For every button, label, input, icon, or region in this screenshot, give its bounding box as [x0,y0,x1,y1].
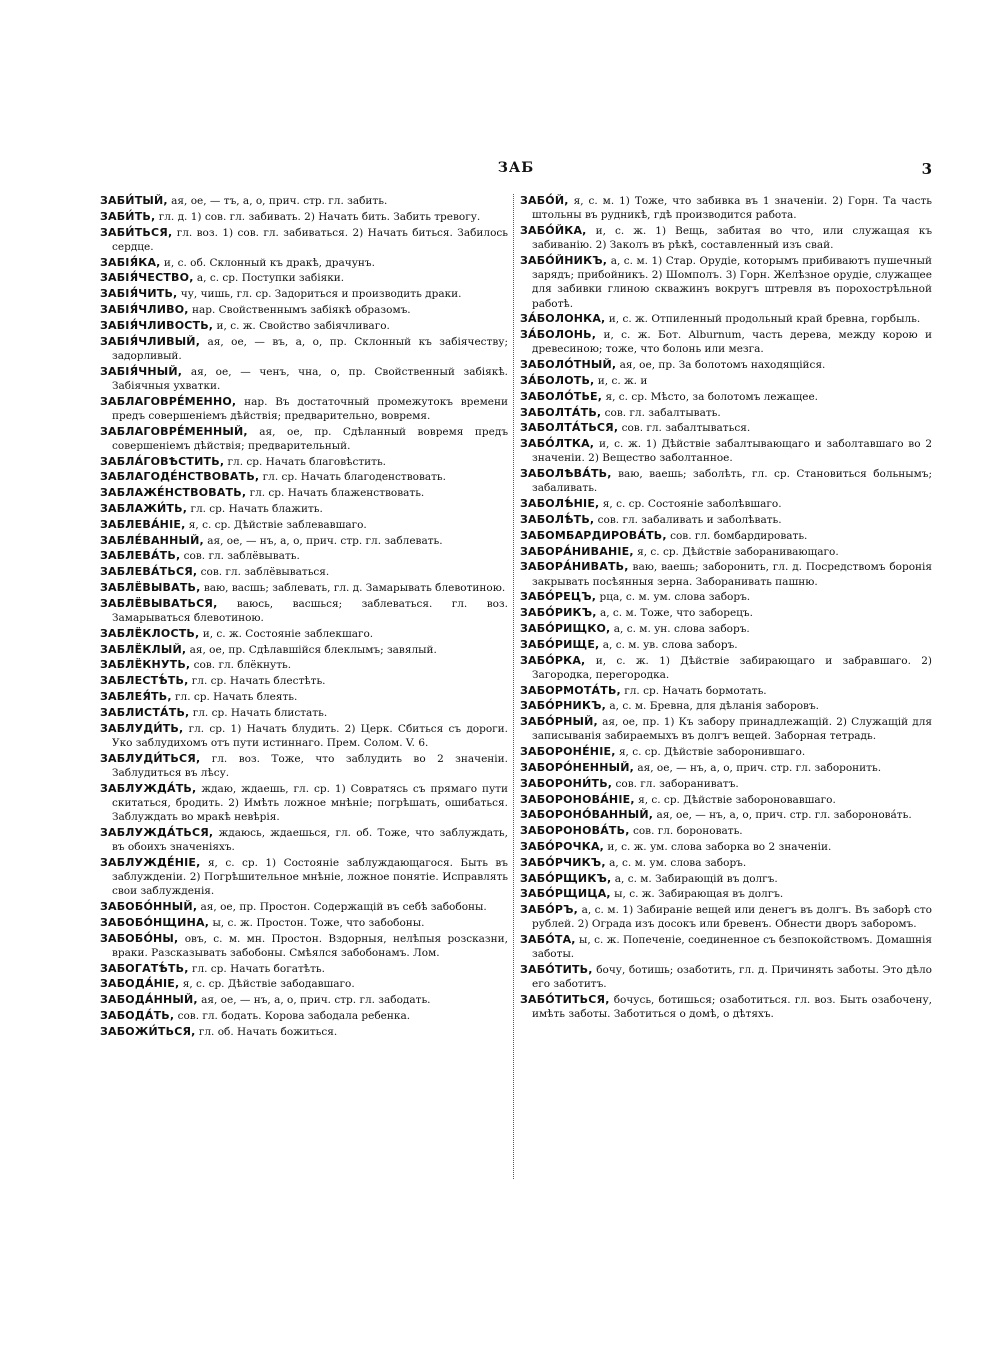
dictionary-entry [100,581,508,595]
entry-definition: а, с. м. ун. слова заборъ. [613,622,750,635]
dictionary-entry [100,782,508,825]
entry-definition: ая, ое, — нъ, а, о, прич. стр. гл. забодать. [201,994,431,1007]
entry-headword: ЗАБЛЁКЛЫЙ, [100,642,187,656]
entry-headword: ЗАБОБО́ННЫЙ, [100,899,198,913]
dictionary-entry [520,745,932,759]
entry-definition: гл. ср. Начать блестѣть. [191,675,326,688]
entry-definition: сов. гл. забаливать и заболѣвать. [597,513,782,526]
entry-definition: овъ, с. м. мн. Простон. Вздорныя, нелѣпыя розсказни, враки. Разсказывать забобоны. Смѣялся забобонамъ. Лом. [112,932,508,959]
entry-headword: ЗАБЛЕВА́ТЬСЯ, [100,565,198,579]
entry-headword: ЗАБО́РКА, [520,653,586,667]
dictionary-entry [100,365,508,393]
entry-definition: гл. ср. Начать благовѣстить. [227,455,387,468]
entry-headword: ЗАБОЖИ́ТЬСЯ, [100,1024,196,1038]
entry-definition: ая, ое, пр. Сдѣлавшійся блеклымъ; завялый. [189,643,437,656]
entry-definition: сов. гл. бомбардировать. [670,529,808,542]
entry-headword: ЗАБІЯ́ЧЛИВЫЙ, [100,334,201,348]
entry-headword: ЗАБО́ЛТКА, [520,437,595,451]
entry-definition: и, с. ж. 1) Дѣйствіе забалтывающаго и заболтавшаго во 2 значеніи. 2) Вещество заболтанное. [532,438,932,465]
entry-definition: гл. д. 1) сов. гл. забивать. 2) Начать бить. Забить тревогу. [158,210,481,223]
entry-headword: ЗАБОБО́НЫ, [100,931,179,945]
entry-headword: ЗАБЛА́ГОВѢСТИТЬ, [100,454,225,468]
left-column [100,194,508,1041]
entry-headword: ЗА́БОЛОНЬ, [520,328,597,342]
entry-headword: ЗАБЛАГОДЕ́НСТВОВАТЬ, [100,470,260,484]
entry-headword: ЗАБОРА́НИВАНІЕ, [520,544,634,558]
entry-headword: ЗАБО́РИКЪ, [520,606,597,620]
entry-definition: я, с. м. 1) Тоже, что забивка въ 1 значеніи. 2) Горн. Та часть штольны въ рудникѣ, гдѣ производится работа. [532,195,932,222]
dictionary-entry [520,903,932,931]
dictionary-entry [100,900,508,914]
dictionary-entry [100,690,508,704]
dictionary-entry [520,761,932,775]
page-number: 3 [921,160,932,178]
dictionary-entry [520,390,932,404]
dictionary-entry [520,963,932,991]
dictionary-entry [520,715,932,743]
entry-headword: ЗАБИ́ТЬ, [100,209,156,223]
dictionary-entry [100,962,508,976]
dictionary-entry [520,497,932,511]
entry-headword: ЗАБЛЕСТѢ́ТЬ, [100,674,189,688]
dictionary-entry [100,395,508,423]
dictionary-entry [520,933,932,961]
entry-headword: ЗАБЛЕВА́ТЬ, [100,549,181,563]
entry-definition: ваю, ваешь; заболѣть, гл. ср. Становиться больнымъ; забаливать. [532,468,932,495]
dictionary-entry [520,699,932,713]
entry-definition: бочусь, ботишься; озаботиться. гл. воз. Быть озабочену, имѣть заботы. Заботиться о домѣ, о дѣтяхъ. [532,994,932,1021]
entry-definition: ждаю, ждаешь, гл. ср. 1) Совратясь съ прямаго пути скитаться, бродить. 2) Имѣть ложное мнѣніе; погрѣшать, ошибаться. Заблуждать во мракѣ невѣрія. [112,782,508,823]
entry-definition: и, с. ж. 1) Дѣйствіе забирающаго и забравшаго. 2) Загородка, перегородка. [532,654,932,681]
entry-headword: ЗАБЛЁВЫВАТЬСЯ, [100,596,218,610]
entry-headword: ЗАБЛАГОВРЕ́МЕННЫЙ, [100,424,248,438]
dictionary-entry [520,406,932,420]
entry-definition: гл. ср. Начать благоденствовать. [262,471,446,484]
entry-headword: ЗАБОРОНЕ́НІЕ, [520,745,616,759]
entry-definition: сов. гл. заблёвываться. [200,566,330,579]
entry-definition: сов. гл. заблёвывать. [183,550,300,563]
dictionary-entry [100,303,508,317]
entry-headword: ЗАБЛЕВА́НІЕ, [100,517,186,531]
dictionary-entry [100,643,508,657]
entry-definition: ая, ое, — нъ, а, о, прич. стр. гл. заборонова́ть. [656,809,912,822]
entry-headword: ЗАБИ́ТЬСЯ, [100,225,173,239]
dictionary-entry [520,328,932,356]
entry-headword: ЗАБОРОНО́ВАННЫЙ, [520,808,654,822]
dictionary-entry [100,658,508,672]
entry-headword: ЗАБОРОНОВА́НІЕ, [520,792,635,806]
dictionary-entry [520,824,932,838]
entry-headword: ЗАБОЛТА́ТЬ, [520,405,602,419]
dictionary-entry [520,622,932,636]
entry-headword: ЗАБОМБАРДИРОВА́ТЬ, [520,528,667,542]
entry-definition: а, с. м. Бревна, для дѣланія заборовъ. [609,700,819,713]
entry-headword: ЗАБЛЕ́ВАННЫЙ, [100,533,204,547]
entry-definition: ая, ое, пр. Простон. Содержащій въ себѣ забобоны. [200,900,487,913]
entry-definition: и, с. ж. Свойство забіячливаго. [216,319,390,332]
dictionary-entry [100,256,508,270]
entry-headword: ЗАБЛЁКНУТЬ, [100,658,191,672]
entry-headword: ЗАБОРОНОВА́ТЬ, [520,824,630,838]
dictionary-entry [100,722,508,750]
dictionary-entry [520,887,932,901]
dictionary-entry [100,534,508,548]
dictionary-entry [100,287,508,301]
entry-definition: ая, ое, пр. 1) Къ забору принадлежащій. 2) Служащій для записыванія забираемыхъ въ долгъ вещей. Заборная тетрадь. [532,716,932,743]
entry-headword: ЗАБО́РЧИКЪ, [520,855,606,869]
entry-definition: сов. гл. забораниватъ. [615,777,739,790]
entry-headword: ЗАБО́РЩИКЪ, [520,871,612,885]
entry-headword: ЗАБО́ТИТЬСЯ, [520,993,610,1007]
entry-headword: ЗАБИ́ТЫЙ, [100,194,168,207]
entry-definition: нар. Въ достаточный промежутокъ времени предъ совершеніемъ дѣйствія; предварительно, вовремя. [112,395,508,422]
entry-headword: ЗАБІЯ́КА, [100,255,161,269]
running-headword: ЗАБ [497,160,535,176]
entry-headword: ЗАБЛАГОВРЕ́МЕННО, [100,394,237,408]
entry-definition: сов. гл. забалтывать. [604,406,721,419]
dictionary-entry [520,358,932,372]
entry-headword: ЗАБЛУЖДА́ТЬ, [100,781,197,795]
entry-definition: ая, ое, — нъ, а, о, прич. стр. гл. заблевать. [207,534,443,547]
entry-definition: и, с. ж. 1) Вещь, забитая во что, или служащая къ забиванію. 2) Заколъ въ рѣкѣ, составленный изъ свай. [532,225,932,252]
entry-headword: ЗАБЛУДИ́ТЬ, [100,721,184,735]
entry-definition: гл. ср. Начать богатѣть. [191,962,325,975]
entry-definition: я, с. ср. Состояніе заболѣвшаго. [602,498,782,511]
dictionary-entry [520,224,932,252]
entry-headword: ЗАБО́РНИКЪ, [520,699,607,713]
dictionary-entry [520,312,932,326]
entry-definition: гл. ср. Начать блистать. [192,706,328,719]
dictionary-entry [520,793,932,807]
dictionary-entry [520,421,932,435]
entry-definition: гл. ср. Начать блажить. [190,502,323,515]
dictionary-entry [520,840,932,854]
entry-headword: ЗАБО́РЩИЦА, [520,887,611,901]
entry-definition: сов. гл. бодать. Корова забодала ребенка. [177,1009,411,1022]
dictionary-entry [520,872,932,886]
entry-definition: ы, с. ж. Попеченіе, соединенное съ безпокойствомъ. Домашнія заботы. [532,934,932,961]
dictionary-entry [100,455,508,469]
entry-definition: а, с. ср. Поступки забіяки. [196,272,345,285]
entry-definition: ваю, ваешь; заборонить, гл. д. Посредствомъ боронія закрывать посѣянныя зерна. Заборанивать пашню. [532,561,932,588]
entry-headword: ЗАБОРМОТА́ТЬ, [520,683,621,697]
entry-definition: а, с. м. 1) Забираніе вещей или денегъ въ долгъ. Въ заборѣ сто рублей. 2) Ограда изъ досокъ или бревенъ. Обнести дворъ заборомъ. [532,904,932,931]
entry-headword: ЗАБО́ЙНИКЪ, [520,254,608,267]
dictionary-entry [100,565,508,579]
entry-headword: ЗАБОРОНИ́ТЬ, [520,776,613,790]
dictionary-entry [100,486,508,500]
entry-definition: гл. ср. Начать бормотать. [624,684,767,697]
entry-definition: а, с. м. 1) Стар. Орудіе, которымъ прибиваютъ пушечный зарядъ; прибойникъ. 2) Шомполъ. 3) Горн. Желѣзное орудіе, служащее для забивки глиною скважинъ вокругъ штревля въ порохострѣльной работѣ. [532,255,932,310]
entry-definition: ждаюсь, ждаешься, гл. об. Тоже, что заблуждать, въ обоихъ значеніяхъ. [112,826,508,853]
entry-headword: ЗАБОГАТѢ́ТЬ, [100,961,189,975]
entry-headword: ЗАБЛУЖДА́ТЬСЯ, [100,825,214,839]
entry-headword: ЗАБЛУЖДЕ́НІЕ, [100,855,201,869]
entry-headword: ЗА́БОЛОТЬ, [520,374,595,387]
entry-definition: гл. ср. 1) Начать блудить. 2) Церк. Сбиться съ дороги. Уко заблудихомъ отъ пути истиннаго. Прем. Солом. V. 6. [112,722,508,749]
dictionary-entry [520,684,932,698]
dictionary-entry [520,374,932,388]
entry-definition: а, с. м. ум. слова заборъ. [609,856,747,869]
entry-definition: я, с. ср. Дѣйствіе забодавшаго. [182,978,355,991]
dictionary-entry [100,856,508,899]
entry-definition: гл. об. Начать божиться. [198,1025,338,1038]
entry-definition: ая, ое, — въ, а, о, пр. Склонный къ забіячеству; задорливый. [112,335,508,362]
entry-definition: я, с. ср. Дѣйствіе заборанивающаго. [637,545,839,558]
dictionary-entry [100,549,508,563]
entry-definition: и, с. ж. Бот. Alburnum, часть дерева, между корою и древесиною; тоже, что болонь или мезга. [532,329,932,356]
dictionary-entry [520,529,932,543]
entry-headword: ЗАБОЛѢ́ТЬ, [520,512,595,526]
dictionary-entry [100,470,508,484]
column-divider [513,194,514,1179]
dictionary-entry [520,638,932,652]
entry-definition: гл. воз. 1) сов. гл. забиваться. 2) Начать биться. Забилось сердце. [112,226,509,253]
entry-headword: ЗАБІЯ́ЧЕСТВО, [100,271,194,285]
entry-definition: ая, ое, — нъ, а, о, прич. стр. гл. заборонить. [637,761,882,774]
entry-definition: ваюсь, васшься; заблеваться. гл. воз. Замарываться блевотиною. [112,597,508,624]
dictionary-entry [520,590,932,604]
entry-definition: бочу, ботишь; озаботить, гл. д. Причинять заботы. Это дѣло его заботитъ. [532,964,932,991]
entry-headword: ЗАБЛАЖИ́ТЬ, [100,501,188,515]
entry-headword: ЗА́БОЛОНКА, [520,312,606,326]
dictionary-entry [520,254,932,311]
dictionary-entry [100,1009,508,1023]
entry-definition: а, с. м. Тоже, что заборецъ. [599,607,753,620]
entry-definition: нар. Свойственнымъ забіякѣ образомъ. [191,303,411,316]
entry-definition: сов. гл. бороновать. [632,825,743,838]
entry-definition: я, с. ср. Мѣсто, за болотомъ лежащее. [605,390,818,403]
entry-headword: ЗАБЛЁВЫВАТЬ, [100,580,201,594]
entry-definition: я, с. ср. 1) Состояніе заблуждающагося. Быть въ заблужденіи. 2) Погрѣшительное мнѣніе, ложное понятіе. Исправлять свои заблужденія. [112,856,508,898]
entry-headword: ЗАБО́ТА, [520,933,576,947]
dictionary-entry [100,335,508,363]
entry-headword: ЗАБОЛО́ТНЫЙ, [520,358,617,372]
entry-headword: ЗАБОЛѢ́НІЕ, [520,497,600,511]
entry-definition: а, с. м. ув. слова заборъ. [602,638,738,651]
entry-definition: ая, ое, пр. За болотомъ находящійся. [619,359,826,372]
entry-headword: ЗАБІЯ́ЧИТЬ, [100,287,178,301]
entry-headword: ЗАБЛИСТА́ТЬ, [100,705,190,719]
dictionary-entry [100,932,508,960]
entry-headword: ЗАБО́РЕЦЪ, [520,590,597,604]
dictionary-entry [100,752,508,780]
entry-definition: чу, чишь, гл. ср. Задориться и производить драки. [180,288,462,301]
dictionary-entry [100,826,508,854]
dictionary-entry [100,226,508,254]
entry-definition: ая, ое, — ченъ, чна, о, пр. Свойственный забіякѣ. Забіячныя ухватки. [112,365,508,392]
entry-definition: и, с. ж. Отпиленный продольный край бревна, горбыль. [608,313,921,326]
dictionary-entry [520,993,932,1021]
entry-headword: ЗАБОДА́НІЕ, [100,977,180,991]
entry-definition: гл. воз. Тоже, что заблудить во 2 значеніи. Заблудиться въ лѣсу. [112,752,508,779]
entry-headword: ЗАБОБО́НЩИНА, [100,915,210,929]
entry-headword: ЗАБО́Й, [520,194,569,207]
entry-headword: ЗАБОДА́ТЬ, [100,1008,175,1022]
dictionary-entry [520,777,932,791]
entry-headword: ЗАБОЛО́ТЬЕ, [520,389,603,403]
entry-headword: ЗАБЛЕЯ́ТЬ, [100,689,172,703]
entry-headword: ЗАБОДА́ННЫЙ, [100,993,198,1007]
entry-headword: ЗАБОРО́НЕННЫЙ, [520,760,634,774]
entry-definition: и, с. ж. Состояніе заблекшаго. [202,627,374,640]
dictionary-entry [100,706,508,720]
dictionary-entry [100,194,508,208]
dictionary-entry [100,319,508,333]
entry-headword: ЗАБО́РИЩЕ, [520,637,600,651]
dictionary-entry [100,425,508,453]
dictionary-entry [520,437,932,465]
entry-definition: ваю, васшь; заблевать, гл. д. Замарывать блевотиною. [203,581,506,594]
entry-definition: ы, с. ж. Простон. Тоже, что забобоны. [212,916,425,929]
entry-headword: ЗАБОРА́НИВАТЬ, [520,560,629,574]
dictionary-entry [100,597,508,625]
entry-definition: ы, с. ж. Забирающая въ долгъ. [614,888,784,901]
entry-headword: ЗАБО́ТИТЬ, [520,963,593,977]
entry-definition: и, с. ж. ум. слова заборка во 2 значеніи. [607,840,832,853]
entry-definition: сов. гл. забалтываться. [621,422,751,435]
dictionary-entry [100,916,508,930]
page-header [100,160,932,180]
entry-headword: ЗАБЛЁКЛОСТЬ, [100,626,200,640]
entry-headword: ЗАБО́РОЧКА, [520,839,605,853]
entry-definition: и, с. ж. и [597,375,648,387]
entry-headword: ЗАБО́ЙКА, [520,224,587,237]
dictionary-entry [100,674,508,688]
dictionary-entry [100,210,508,224]
entry-headword: ЗАБО́РЪ, [520,903,579,917]
entry-definition: рца, с. м. ум. слова заборъ. [599,591,751,604]
dictionary-entry [100,627,508,641]
entry-definition: я, с. ср. Дѣйствіе забороновавшаго. [638,793,836,806]
entry-headword: ЗАБІЯ́ЧНЫЙ, [100,364,183,378]
entry-definition: и, с. об. Склонный къ дракѣ, драчунъ. [163,256,375,269]
entry-definition: а, с. м. Забирающій въ долгъ. [614,872,778,885]
dictionary-entry [520,467,932,495]
entry-headword: ЗАБЛАЖЕ́НСТВОВАТЬ, [100,486,247,500]
entry-definition: сов. гл. блёкнуть. [193,659,292,672]
dictionary-entry [520,808,932,822]
dictionary-entry [520,606,932,620]
entry-definition: я, с. ср. Дѣйствіе заборонившаго. [618,746,806,759]
dictionary-entry [100,518,508,532]
dictionary-entry [100,977,508,991]
entry-headword: ЗАБО́РНЫЙ, [520,715,598,729]
dictionary-entry [520,194,932,222]
dictionary-entry [100,502,508,516]
entry-definition: я, с. ср. Дѣйствіе заблевавшаго. [188,518,367,531]
entry-definition: гл. ср. Начать блаженствовать. [249,487,425,500]
entry-definition: ая, ое, пр. Сдѣланный вовремя предъ совершеніемъ дѣйствія; предварительный. [112,425,509,452]
dictionary-entry [100,993,508,1007]
dictionary-entry [100,1025,508,1039]
entry-headword: ЗАБЛУДИ́ТЬСЯ, [100,751,201,765]
entry-headword: ЗАБОЛТА́ТЬСЯ, [520,421,619,435]
right-column [520,194,932,1023]
entry-headword: ЗАБО́РИЩКО, [520,621,611,635]
entry-definition: гл. ср. Начать блеять. [175,690,298,703]
dictionary-entry [520,654,932,682]
entry-definition: ая, ое, — тъ, а, о, прич. стр. гл. забить. [171,195,388,207]
dictionary-entry [100,271,508,285]
dictionary-entry [520,856,932,870]
entry-headword: ЗАБІЯ́ЧЛИВО, [100,302,189,316]
entry-headword: ЗАБОЛѢВА́ТЬ, [520,467,612,481]
dictionary-entry [520,545,932,559]
dictionary-entry [520,513,932,527]
entry-headword: ЗАБІЯ́ЧЛИВОСТЬ, [100,318,214,332]
dictionary-entry [520,560,932,588]
